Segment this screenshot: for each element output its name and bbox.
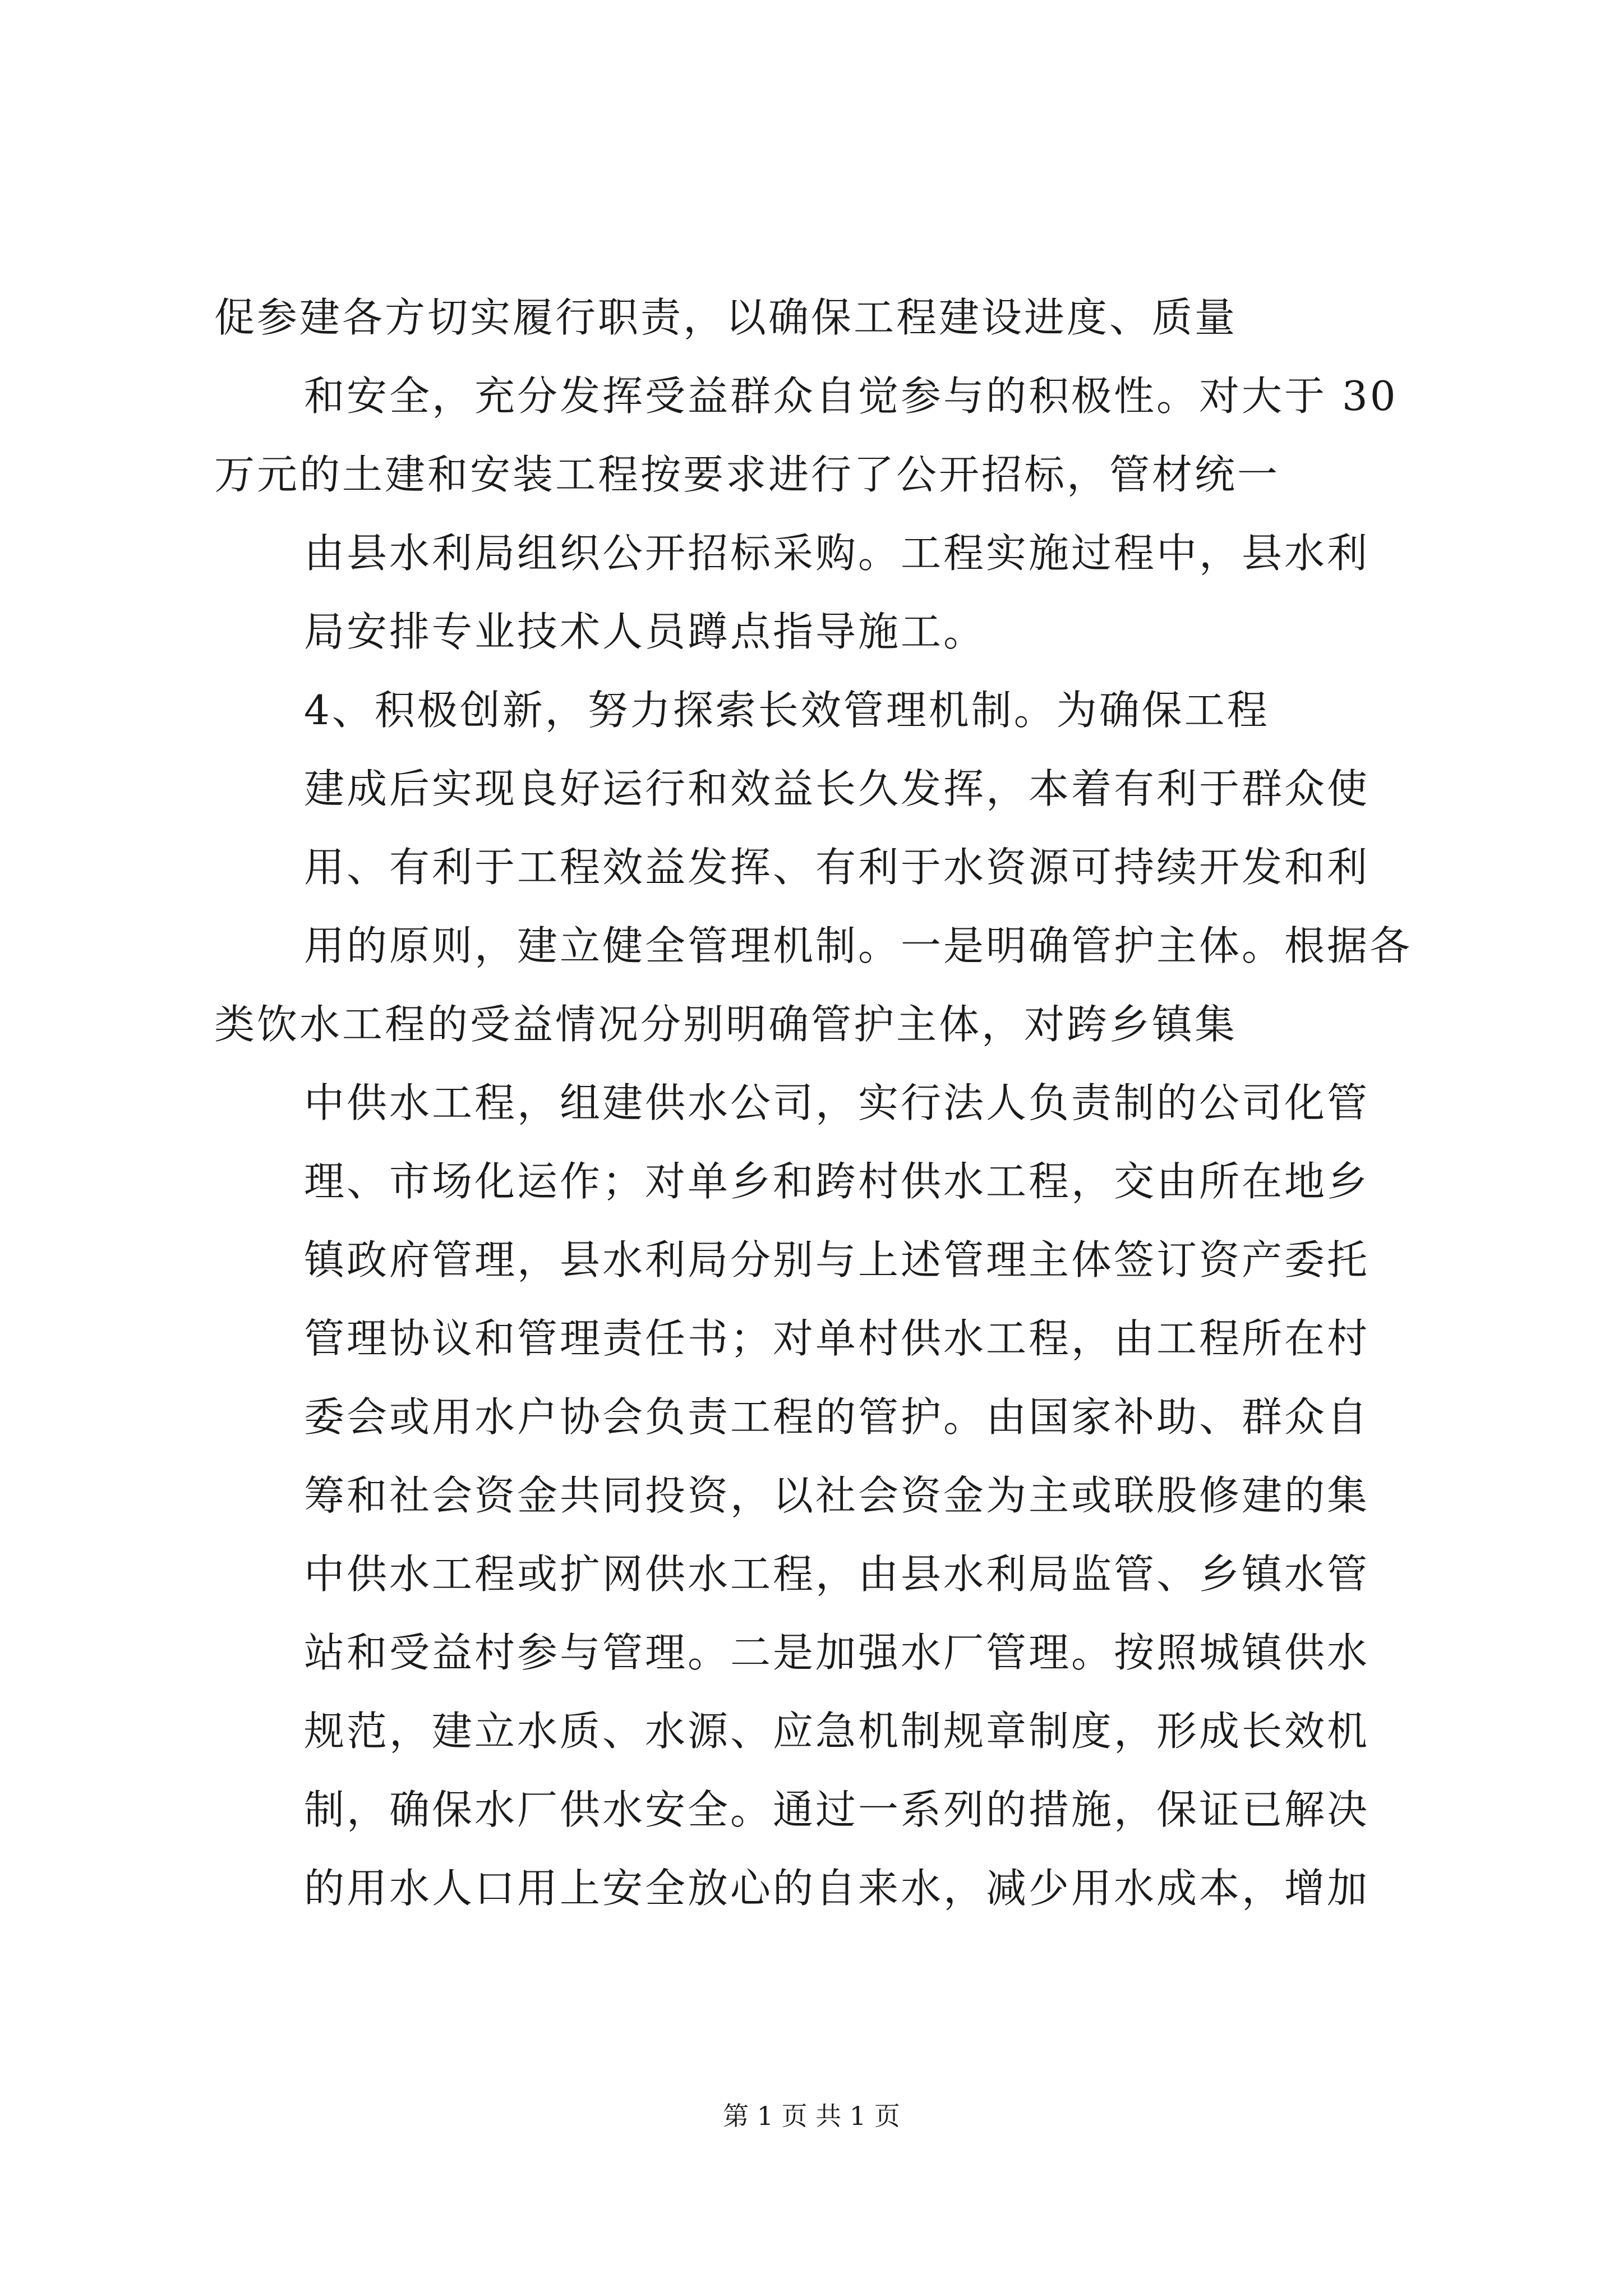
text-line-21: 的用水人口用上安全放心的自来水，减少用水成本，增加 — [304, 1865, 1370, 1912]
text-line-15: 委会或用水户协会负责工程的管护。由国家补助、群众自 — [304, 1393, 1370, 1441]
text-line-10: 类饮水工程的受益情况分别明确管护主体，对跨乡镇集 — [214, 1001, 1238, 1048]
text-line-14: 管理协议和管理责任书；对单村供水工程，由工程所在村 — [304, 1315, 1370, 1362]
text-line-19: 规范，建立水质、水源、应急机制规章制度，形成长效机 — [304, 1708, 1370, 1755]
text-line-3: 万元的土建和安装工程按要求进行了公开招标，管材统一 — [214, 451, 1280, 498]
text-line-12: 理、市场化运作；对单乡和跨村供水工程，交由所在地乡 — [304, 1158, 1370, 1205]
text-line-2: 和安全，充分发挥受益群众自觉参与的积极性。对大于 30 — [304, 372, 1398, 420]
text-line-5: 局安排专业技术人员蹲点指导施工。 — [304, 608, 986, 655]
text-line-11: 中供水工程，组建供水公司，实行法人负责制的公司化管 — [304, 1079, 1370, 1126]
page-footer: 第 1 页 共 1 页 — [723, 2101, 900, 2131]
text-line-13: 镇政府管理，县水利局分别与上述管理主体签订资产委托 — [304, 1236, 1370, 1283]
text-line-1: 促参建各方切实履行职责，以确保工程建设进度、质量 — [214, 294, 1238, 341]
text-line-4: 由县水利局组织公开招标采购。工程实施过程中，县水利 — [304, 530, 1370, 577]
text-line-9: 用的原则，建立健全管理机制。一是明确管护主体。根据各 — [304, 922, 1413, 969]
text-line-8: 用、有利于工程效益发挥、有利于水资源可持续开发和利 — [304, 844, 1370, 891]
text-line-17: 中供水工程或扩网供水工程，由县水利局监管、乡镇水管 — [304, 1550, 1370, 1598]
text-line-7: 建成后实现良好运行和效益长久发挥，本着有利于群众使 — [304, 765, 1370, 812]
text-line-6: 4、积极创新，努力探索长效管理机制。为确保工程 — [304, 687, 1270, 734]
text-line-20: 制，确保水厂供水安全。通过一系列的措施，保证已解决 — [304, 1786, 1370, 1833]
text-line-16: 筹和社会资金共同投资，以社会资金为主或联股修建的集 — [304, 1472, 1370, 1519]
text-line-18: 站和受益村参与管理。二是加强水厂管理。按照城镇供水 — [304, 1629, 1370, 1676]
